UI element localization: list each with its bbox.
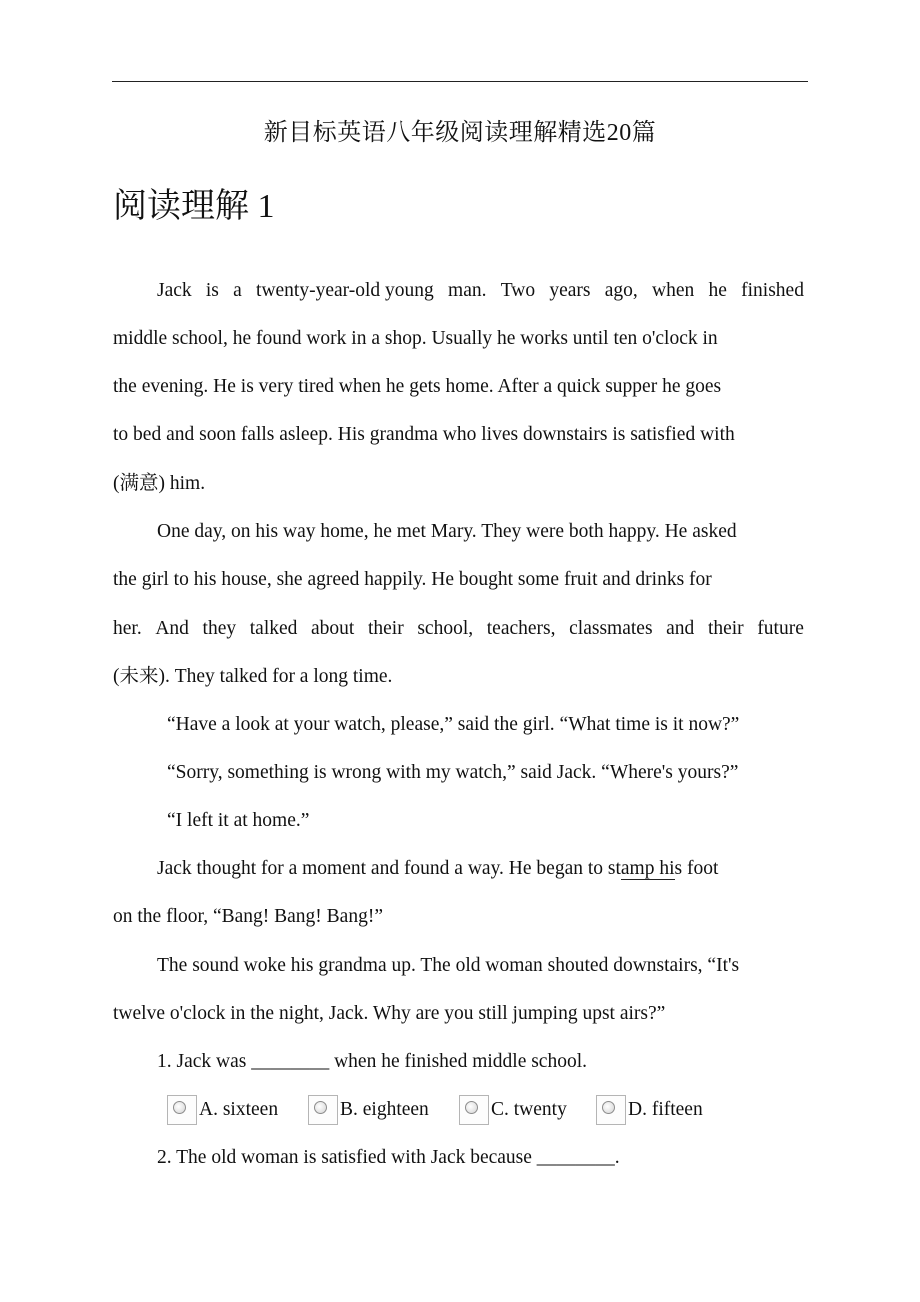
word: finished [741,280,804,301]
radio-button-icon[interactable] [459,1095,489,1125]
radio-button-icon[interactable] [308,1095,338,1125]
paragraph-3-line-2: on the floor, “Bang! Bang! Bang!” [113,906,383,927]
word: they [202,618,237,639]
option-label: B. eighteen [340,1099,429,1120]
paragraph-1-line-4: to bed and soon falls asleep. His grandma who lives downstairs is satisfied with [113,424,735,445]
word: And [155,618,189,639]
option-label: C. twenty [491,1099,567,1120]
option-c[interactable] [459,1093,567,1127]
word: man. [448,280,487,301]
word: classmates [569,618,653,639]
paragraph-1-line-3: the evening. He is very tired when he gets home. After a quick supper he goes [113,376,722,397]
paragraph-2-line-2: the girl to his house, she agreed happily. He bought some fruit and drinks for [113,569,712,590]
header-rule [112,81,808,82]
radio-button-icon[interactable] [596,1095,626,1125]
paragraph-4-line-2: twelve o'clock in the night, Jack. Why are you still jumping upst airs?” [113,1003,666,1024]
text-segment: s foot [674,858,719,879]
word: he [708,280,727,301]
word: school, [417,618,474,639]
question-1: 1. Jack was ________ when he finished middle school. [157,1051,588,1072]
option-a[interactable] [167,1093,278,1127]
word: is [205,280,219,301]
dialog-line-3: “I left it at home.” [167,810,310,831]
word: their [707,618,744,639]
dialog-line-1: “Have a look at your watch, please,” said the girl. “What time is it now?” [167,714,740,735]
word: Two [500,280,536,301]
option-b[interactable] [308,1093,429,1127]
word: Jack [157,280,192,301]
word: when [652,280,695,301]
option-d[interactable] [596,1093,703,1127]
paragraph-4-line-1: The sound woke his grandma up. The old woman shouted downstairs, “It's [157,955,740,976]
word: years [549,280,591,301]
paragraph-3-line-1 [157,857,718,881]
word: talked [249,618,298,639]
paragraph-1-line-2: middle school, he found work in a shop. Usually he works until ten o'clock in [113,328,718,349]
option-label: D. fifteen [628,1099,703,1120]
word: and [666,618,695,639]
radio-button-icon[interactable] [167,1095,197,1125]
document-title: 新目标英语八年级阅读理解精选20篇 [263,120,657,146]
word: teachers, [486,618,556,639]
paragraph-1-line-5: (满意) him. [113,473,206,494]
word: their [367,618,404,639]
word: about [311,618,355,639]
section-heading: 阅读理解 1 [113,188,275,225]
text-segment: Jack thought for a moment and found a way. He began to st [157,858,621,879]
option-label: A. sixteen [199,1099,279,1120]
paragraph-2-line-4: (未来). They talked for a long time. [113,666,393,687]
word: her. [113,618,142,639]
word: future [757,618,804,639]
word: ago, [604,280,638,301]
paragraph-2-line-1: One day, on his way home, he met Mary. They were both happy. He asked [157,521,737,542]
paragraph-2-line-3 [113,617,804,641]
word: twenty-year-old young [256,280,434,301]
word: a [233,280,242,301]
dialog-line-2: “Sorry, something is wrong with my watch,” said Jack. “Where's yours?” [167,762,739,783]
question-2: 2. The old woman is satisfied with Jack because ________. [157,1147,620,1168]
underlined-text: amp hi [620,858,675,879]
paragraph-1-line-1 [157,279,804,303]
